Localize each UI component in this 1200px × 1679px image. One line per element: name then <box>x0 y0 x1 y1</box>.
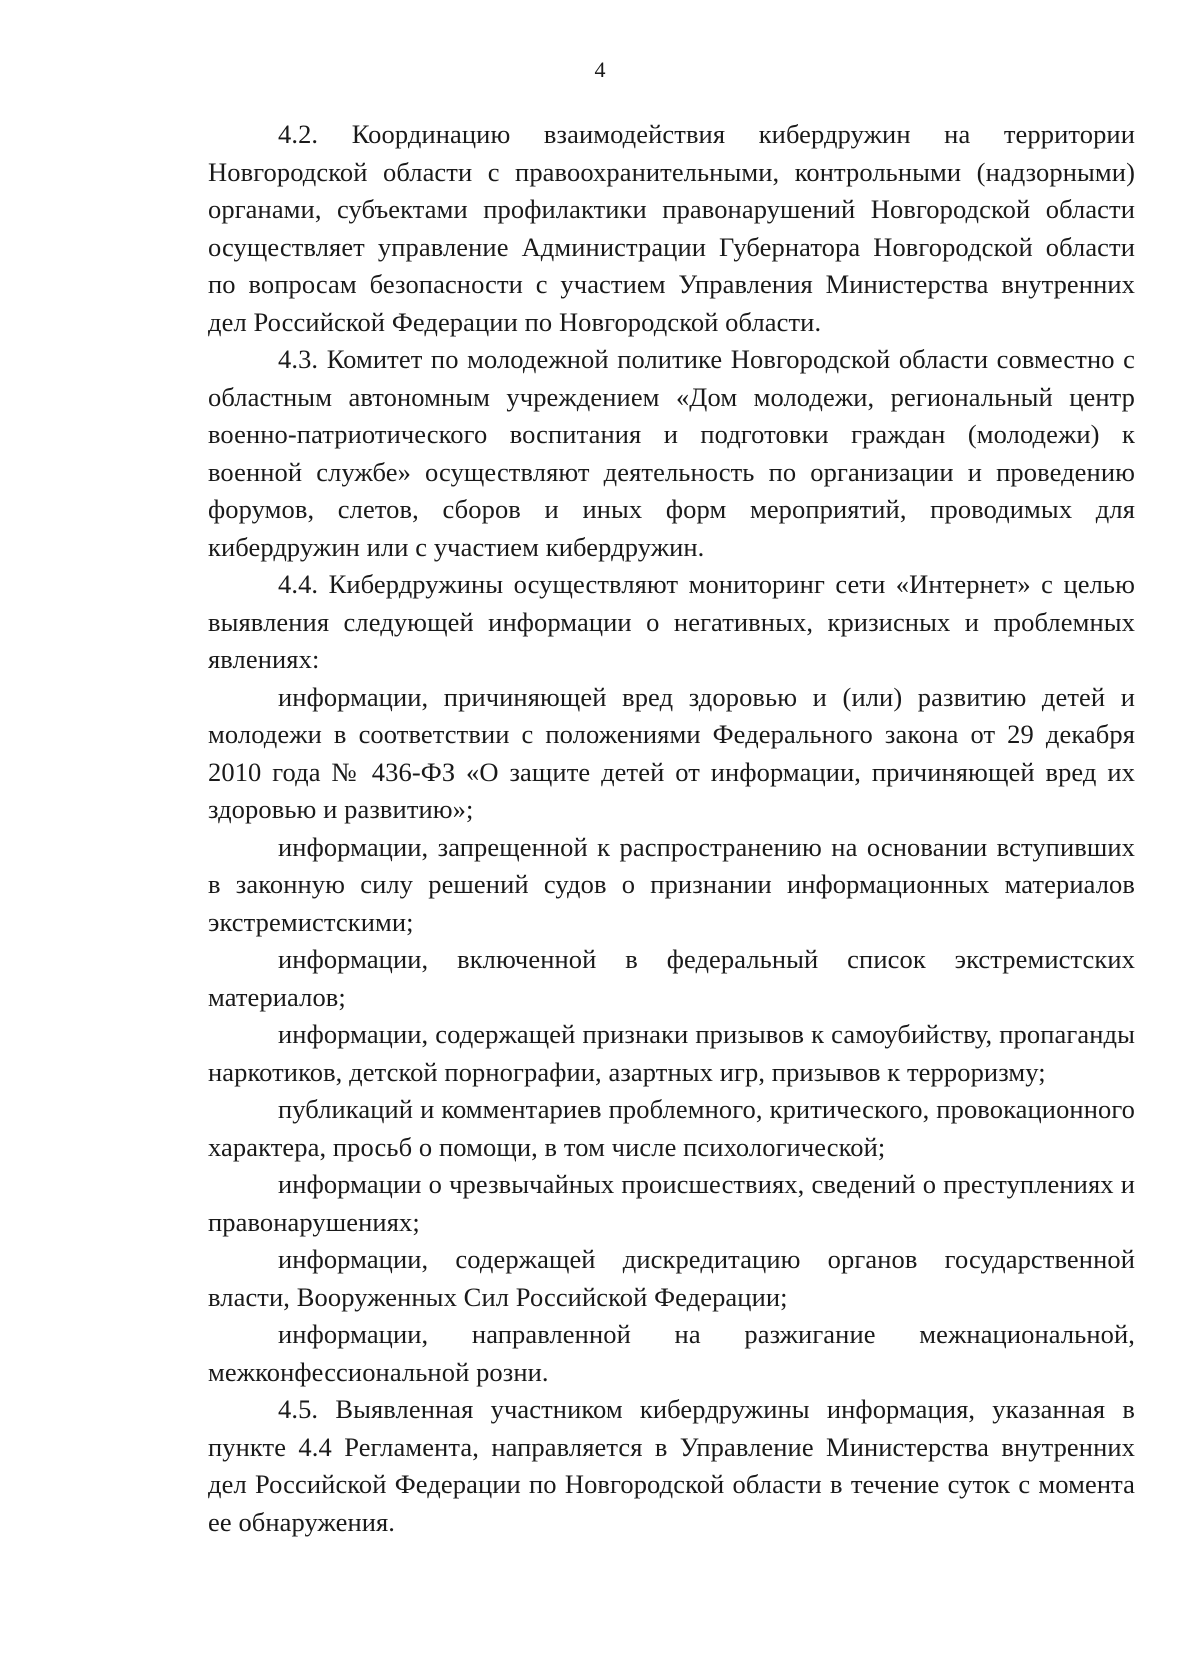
list-item-discrediting-authorities: информации, содержащей дискредитацию органов государственной власти, Вооруженных Сил Российской Федерации; <box>208 1244 1135 1312</box>
paragraph-4-5: 4.5. Выявленная участником кибердружины информация, указанная в пункте 4.4 Регламента, направляется в Управление Министерства внутренних дел Российской Федерации по Новгородской области в течение суток с момента ее обнаружения. <box>208 1394 1135 1537</box>
list-item-federal-extremist-list: информации, включенной в федеральный список экстремистских материалов; <box>208 944 1135 1012</box>
list-item-emergencies-crimes: информации о чрезвычайных происшествиях, сведений о преступлениях и правонарушениях; <box>208 1169 1135 1237</box>
list-item-problematic-publications: публикаций и комментариев проблемного, критического, провокационного характера, просьб о помощи, в том числе психологической; <box>208 1094 1135 1162</box>
paragraph-4-2: 4.2. Координацию взаимодействия кибердружин на территории Новгородской области с правоохранительными, контрольными (надзорными) органами, субъектами профилактики правонарушений Новгородской области осуществляет управление Администрации Губернатора Новгородской области по вопросам безопасности с участием Управления Министерства внутренних дел Российской Федерации по Новгородской области. <box>208 119 1135 337</box>
list-item-suicide-drugs-terrorism: информации, содержащей признаки призывов к самоубийству, пропаганды наркотиков, детской порнографии, азартных игр, призывов к терроризму; <box>208 1019 1135 1087</box>
document-body <box>208 116 1135 1541</box>
paragraph-4-3: 4.3. Комитет по молодежной политике Новгородской области совместно с областным автономным учреждением «Дом молодежи, региональный центр военно-патриотического воспитания и подготовки граждан (молодежи) к военной службе» осуществляют деятельность по организации и проведению форумов, слетов, сборов и иных форм мероприятий, проводимых для кибердружин или с участием кибердружин. <box>208 344 1135 562</box>
list-item-prohibited-by-court: информации, запрещенной к распространению на основании вступивших в законную силу решений судов о признании информационных материалов экстремистскими; <box>208 831 1135 937</box>
paragraph-4-4: 4.4. Кибердружины осуществляют мониторинг сети «Интернет» с целью выявления следующей информации о негативных, кризисных и проблемных явлениях: <box>208 569 1135 674</box>
list-item-inciting-hatred: информации, направленной на разжигание межнациональной, межконфессиональной розни. <box>208 1319 1135 1387</box>
page-number: 4 <box>594 57 606 82</box>
list-item-harmful-to-children: информации, причиняющей вред здоровью и (или) развитию детей и молодежи в соответствии с положениями Федерального закона от 29 декабря 2010 года № 436-ФЗ «О защите детей от информации, причиняющей вред их здоровью и развитию»; <box>208 681 1135 824</box>
